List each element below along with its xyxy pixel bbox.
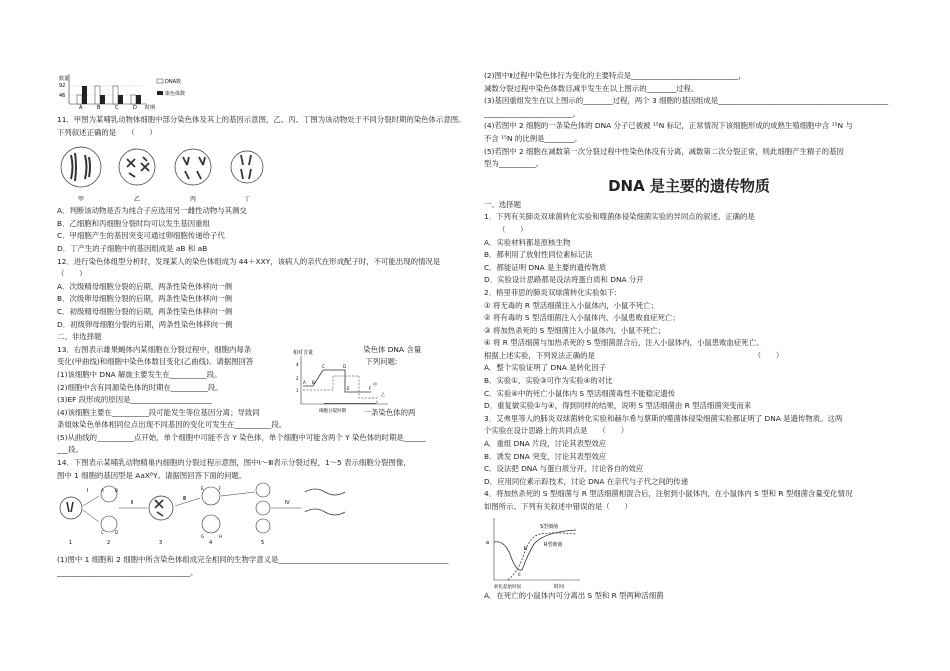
q14-sub5: (5)若图中 2 细胞在减数第一次分裂过程中性染色体没有分离，减数第二次分裂正常，则此细胞产生精子的基因 [484,146,844,156]
label-jia: 甲 [78,196,85,204]
label-ding: 丁 [244,196,251,204]
q14-cell-4a [256,483,270,497]
r-q2-option-c: C．实验④中的死亡小鼠体内 S 型活细菌毒性不能稳定遗传 [484,388,676,398]
q13-series-jia: 甲 [373,381,377,387]
top-chart-bar-a-dna [77,95,82,104]
q13-line1: 13．右图表示雄果蝇体内某细胞在分裂过程中，细胞内每条 染色体 DNA 含量 [57,344,422,354]
q12-option-a: A．次级精母细胞分裂的后期，两条性染色体移向一侧 [57,281,233,291]
r-q4-label-s: S型细菌 [540,523,559,530]
q14-cell-label-a: A [101,488,104,494]
top-chart-tick-92: 92 [59,83,66,89]
q14-stage-2: Ⅱ [131,500,134,507]
label-bing: 丙 [190,196,197,204]
r-q3-stem2: 个实验在设计思路上的共同点是 （ ） [484,426,629,436]
q14-figure [57,482,467,546]
r-q3-option-c: C．设法把 DNA 与蛋白质分开，讨论各自的效应 [484,464,644,474]
r-q2-step1: ① 将无毒的 R 型活细菌注入小鼠体内，小鼠不死亡； [484,300,659,310]
r-q4-start-label: 转化起始时间 [494,584,521,590]
r-q4-c: c [518,571,521,578]
q14-sub2: (2)图中Ⅱ过程中染色体行为变化的主要特点是_____________________________， [484,71,746,80]
q14-sub5b: 型为__________。 [484,159,544,169]
q13-point-e: E [347,385,350,391]
q14-cell-label-e: E [201,486,204,492]
section-title: DNA 是主要的遗传物质 [608,176,770,195]
q14-cell-4b [256,501,270,515]
r-q4-stem1: 4．将加热杀死的 S 型细菌与 R 型活细菌相混合后，注射到小鼠体内，在小鼠体内 S 型和 R 型细菌含量变化情况 [484,489,853,499]
r-q1-option-a: A．实验材料都是原核生物 [484,237,571,247]
q13-point-a: A [303,379,306,385]
right-column [484,70,894,602]
r-q4-xlabel: 时间 [554,583,565,590]
r-q1-option-c: C．都能证明 DNA 是主要的遗传物质 [484,262,607,272]
q12-option-b: B．次级卵母细胞分裂的后期，两条性染色体移向一侧 [57,294,233,304]
r-q4-graph [484,514,894,590]
q13-sub3: (3)EF 段形成的原因是______________________ ______________。 [57,395,383,405]
q11-option-a: A．判断该动物是否为纯合子应选用另一雌性动物与其测交 [57,206,247,216]
q14-sub3b: ________________________。 [484,108,581,118]
q14-sub1b: ____________________________________。 [57,567,198,577]
r-q2-option-b: B．实验①、实验③可作为实验④的对比 [484,376,613,386]
q14-cell-label-c: C [101,530,104,536]
q13-tick-2: 2 [296,375,299,381]
cell-ding [231,151,263,183]
r-q1-option-d: D．实验设计思路都是设法将蛋白质和 DNA 分开 [484,275,644,285]
q13-sub1: (1)该细胞中 DNA 解旋主要发生在__________段。 [57,369,222,379]
q11-stem: 11．甲图为某哺乳动物体细胞中部分染色体及其上的基因示意图，乙、丙、丁图为该动物处于不同分裂时期的染色体示意图。下列叙述正确的是 （ ） [57,115,466,137]
q14-arrow-1 [83,496,99,506]
q14-cell-3a [202,487,220,505]
r-q2-option-a: A．整个实验证明了 DNA 是转化因子 [484,363,607,373]
q12-stem: 12．进行染色体组型分析时，发现某人的染色体组成为 44＋XXY，该病人的亲代在形成配子时，不可能出现的情况是 （ ） [57,256,470,279]
section-choice: 一、选择题 [484,199,521,209]
q14-arrow-5 [221,492,255,496]
q11-option-c: C．甲细胞产生的基因突变可通过卵细胞传递给子代 [57,231,225,241]
r-q2-ask: 根据上述实验，下列说法正确的是 （ ） [484,350,784,360]
r-q4-stem2: 如图所示。下列有关叙述中错误的是（ ） [484,502,632,511]
q13-graph-ylabel: 相对含量 [293,349,314,356]
legend-dna-swatch [157,79,163,83]
r-q3-option-a: A．重组 DNA 片段，讨论其表型效应 [484,439,607,449]
top-chart-tick-46: 46 [59,93,66,99]
q14-sperm [305,489,345,515]
q14-cell-2-chromosome [155,500,163,516]
q14-sub2b: 减数分裂过程中染色体数目减半发生在以上图示的________过程。 [484,83,699,93]
q13-sub4c: 条姐妹染色单体相同位点出现不同基因的变化可发生在__________段。 [57,420,287,430]
top-chart-bar-d-dna [131,95,136,104]
top-chart-bar-b-chrom [100,95,105,104]
q13-point-b: B [312,379,315,385]
r-q3-stem1: 3．艾弗里等人的肺炎双球菌转化实验和赫尔希与蔡斯的噬菌体侵染细菌实验都证明了 DNA 是遗传物质。这两 [484,413,843,423]
top-chart-ylabel: 数量 [59,76,70,82]
top-chart-xlabel-time: 时期 [145,105,156,110]
q14-cell-2 [149,496,173,520]
r-q3-option-b: B．诱发 DNA 突变，讨论其表型效应 [484,451,607,461]
q14-cell-label-h: H [219,534,223,540]
top-chart-bar-c-chrom [118,95,123,104]
q13-sub4: (4)该细胞主要在__________段可能发生等位基因分离；导致同 一条染色体的两 [57,407,416,417]
top-chart-bar-c-dna [113,86,118,104]
q14-cell-4c [256,519,270,533]
q14-sub1a: (1)图中 1 细胞和 2 细胞中所含染色体组成完全相同的生物学意义是______________________________________________ [57,555,449,565]
label-yi: 乙 [134,196,141,204]
r-q4-option-a: A．在死亡的小鼠体内可分离出 S 型和 R 型两种活细菌 [484,590,664,600]
r-q2-option-d: D．重复做实验①与④，得到同样的结果，说明 S 型活细菌由 R 型活细菌突变而来 [484,401,752,411]
top-chart-bar-a-chrom [82,86,87,104]
q14-stage-4: Ⅳ [285,500,290,507]
top-chart-bar-d-chrom [136,95,141,104]
q12-option-d: D．初级卵母细胞分裂的后期，两条性染色体移向一侧 [57,319,233,329]
cell-yi [119,149,155,185]
r-q4-curve-r [494,530,576,570]
q14-stage-3: Ⅲ [183,496,187,503]
r-q2-step3: ③ 将加热杀死的 S 型细菌注入小鼠体内，小鼠不死亡； [484,325,665,335]
top-chart-xlabel-d: D [133,105,137,110]
q13-sub5b: ___段。 [57,445,83,455]
q13-point-f: F [369,385,372,391]
top-bar-chart [57,70,467,110]
q13-graph-xlabel: 细胞分裂时期 [319,408,346,414]
q13-tick-4: 4 [296,361,299,367]
q14-num-5: 5 [261,540,265,547]
q11-option-b: B．乙细胞和丙细胞分裂时均可以发生基因重组 [57,218,210,228]
legend-chrom-swatch [157,91,163,95]
r-q4-a: a [486,539,490,546]
r-q3-option-d: D．应用同位素示踪技术，讨论 DNA 在亲代与子代之间的传递 [484,476,689,486]
q14-num-4: 4 [209,540,213,547]
q14-sub4b: 不含 ¹⁵N 的比例是________。 [484,133,582,143]
q14-num-2: 2 [107,540,111,547]
q14-cell-label-b: B [115,488,118,494]
q14-figure-svg [57,482,357,546]
q14-stem1: 14．下图表示某哺乳动物精巢内细胞的分裂过程示意图，图中Ⅰ～Ⅲ表示分裂过程，1～5 表示细胞分裂图像， [57,457,411,467]
top-chart-bar-b-dna [95,86,100,104]
q14-cell-3b [202,515,220,533]
q14-cell-label-f: F [219,486,222,492]
q13-sub2: (2)细胞中含有同源染色体的时期在__________段。 [57,382,223,392]
q11-option-d: D．丁产生的子细胞中的基因组成是 aB 和 aB [57,243,208,253]
r-q4-b: b [524,545,528,552]
top-chart-xlabel-b: B [97,105,101,110]
r-q1-stem: 1．下列有关肺炎双球菌转化实验和噬菌体侵染细菌实验的异同点的叙述，正确的是 [484,212,755,222]
q14-sub4: (4)若图中 2 细胞的一条染色体的 DNA 分子已被被 ¹⁵N 标记，正常情况下该细胞形成的成熟生殖细胞中含 ¹⁵N 与 [484,121,853,131]
r-q2-stem: 2．格里菲思的肺炎双球菌转化实验如下: [484,287,617,297]
q11-figure-svg [57,139,267,205]
q13-point-c: C [322,363,325,369]
r-q1-paren: （ ） [498,224,528,234]
r-q2-step4: ④ 将 R 型活细菌与加热杀死的 S 型细菌混合后，注入小鼠体内，小鼠患败血症死亡。 [484,338,764,348]
top-chart-xlabel-c: C [115,105,119,110]
q14-arrow-2 [83,510,99,522]
legend-chrom-label: 染色体数 [165,91,186,97]
q13-tick-1: 1 [296,387,299,393]
r-q4-graph-svg [484,514,584,590]
q14-num-1: 1 [69,540,73,547]
q13-series-yi: 乙 [381,391,385,397]
left-column [57,70,470,579]
section-non-choice: 二、非选择题 [57,332,102,342]
q14-arrow-4 [175,498,200,506]
q13-point-d: D [343,363,347,369]
r-q4-label-r: R型细菌 [544,541,563,548]
q14-stage-1: Ⅰ [87,488,89,495]
q14-cell-label-d: D [115,530,119,536]
q13-block [57,344,467,432]
q14-sub3: (3)基因重组发生在以上图示的________过程，两个 3 细胞的基因组成是______________________________________________ [484,96,889,106]
q14-stem2: 图中 1 细胞的基因型是 AaXᴮY。请据图回答下面的问题。 [57,470,247,480]
top-bar-chart-svg [57,70,257,110]
cell-jia [61,147,101,187]
q13-line2: 变化(甲曲线)和细胞中染色体数目变化(乙曲线)。请据图回答 下列问题: [57,357,398,367]
q13-sub5: (5)从曲线的__________点开始，单个细胞中可能不含 Y 染色体，单个细胞中可能含两个 Y 染色体的时期是______ [57,432,426,442]
legend-dna-label: DNA数 [165,79,182,85]
q13-graph [293,346,393,416]
q14-cell-label-g: G [201,534,205,540]
r-q2-step2: ② 将有毒的 S 型活细菌注入小鼠体内，小鼠患败血症死亡； [484,313,680,323]
q14-cell-1-chromosome [67,502,73,512]
q12-option-c: C．初级精母细胞分裂的后期，两条性染色体移向一侧 [57,306,233,316]
q11-figure [57,139,467,205]
top-chart-xlabel-a: A [79,105,83,110]
cell-bing [175,149,211,185]
q14-num-3: 3 [159,540,163,547]
r-q1-option-b: B．都利用了放射性同位素标记法 [484,250,593,260]
